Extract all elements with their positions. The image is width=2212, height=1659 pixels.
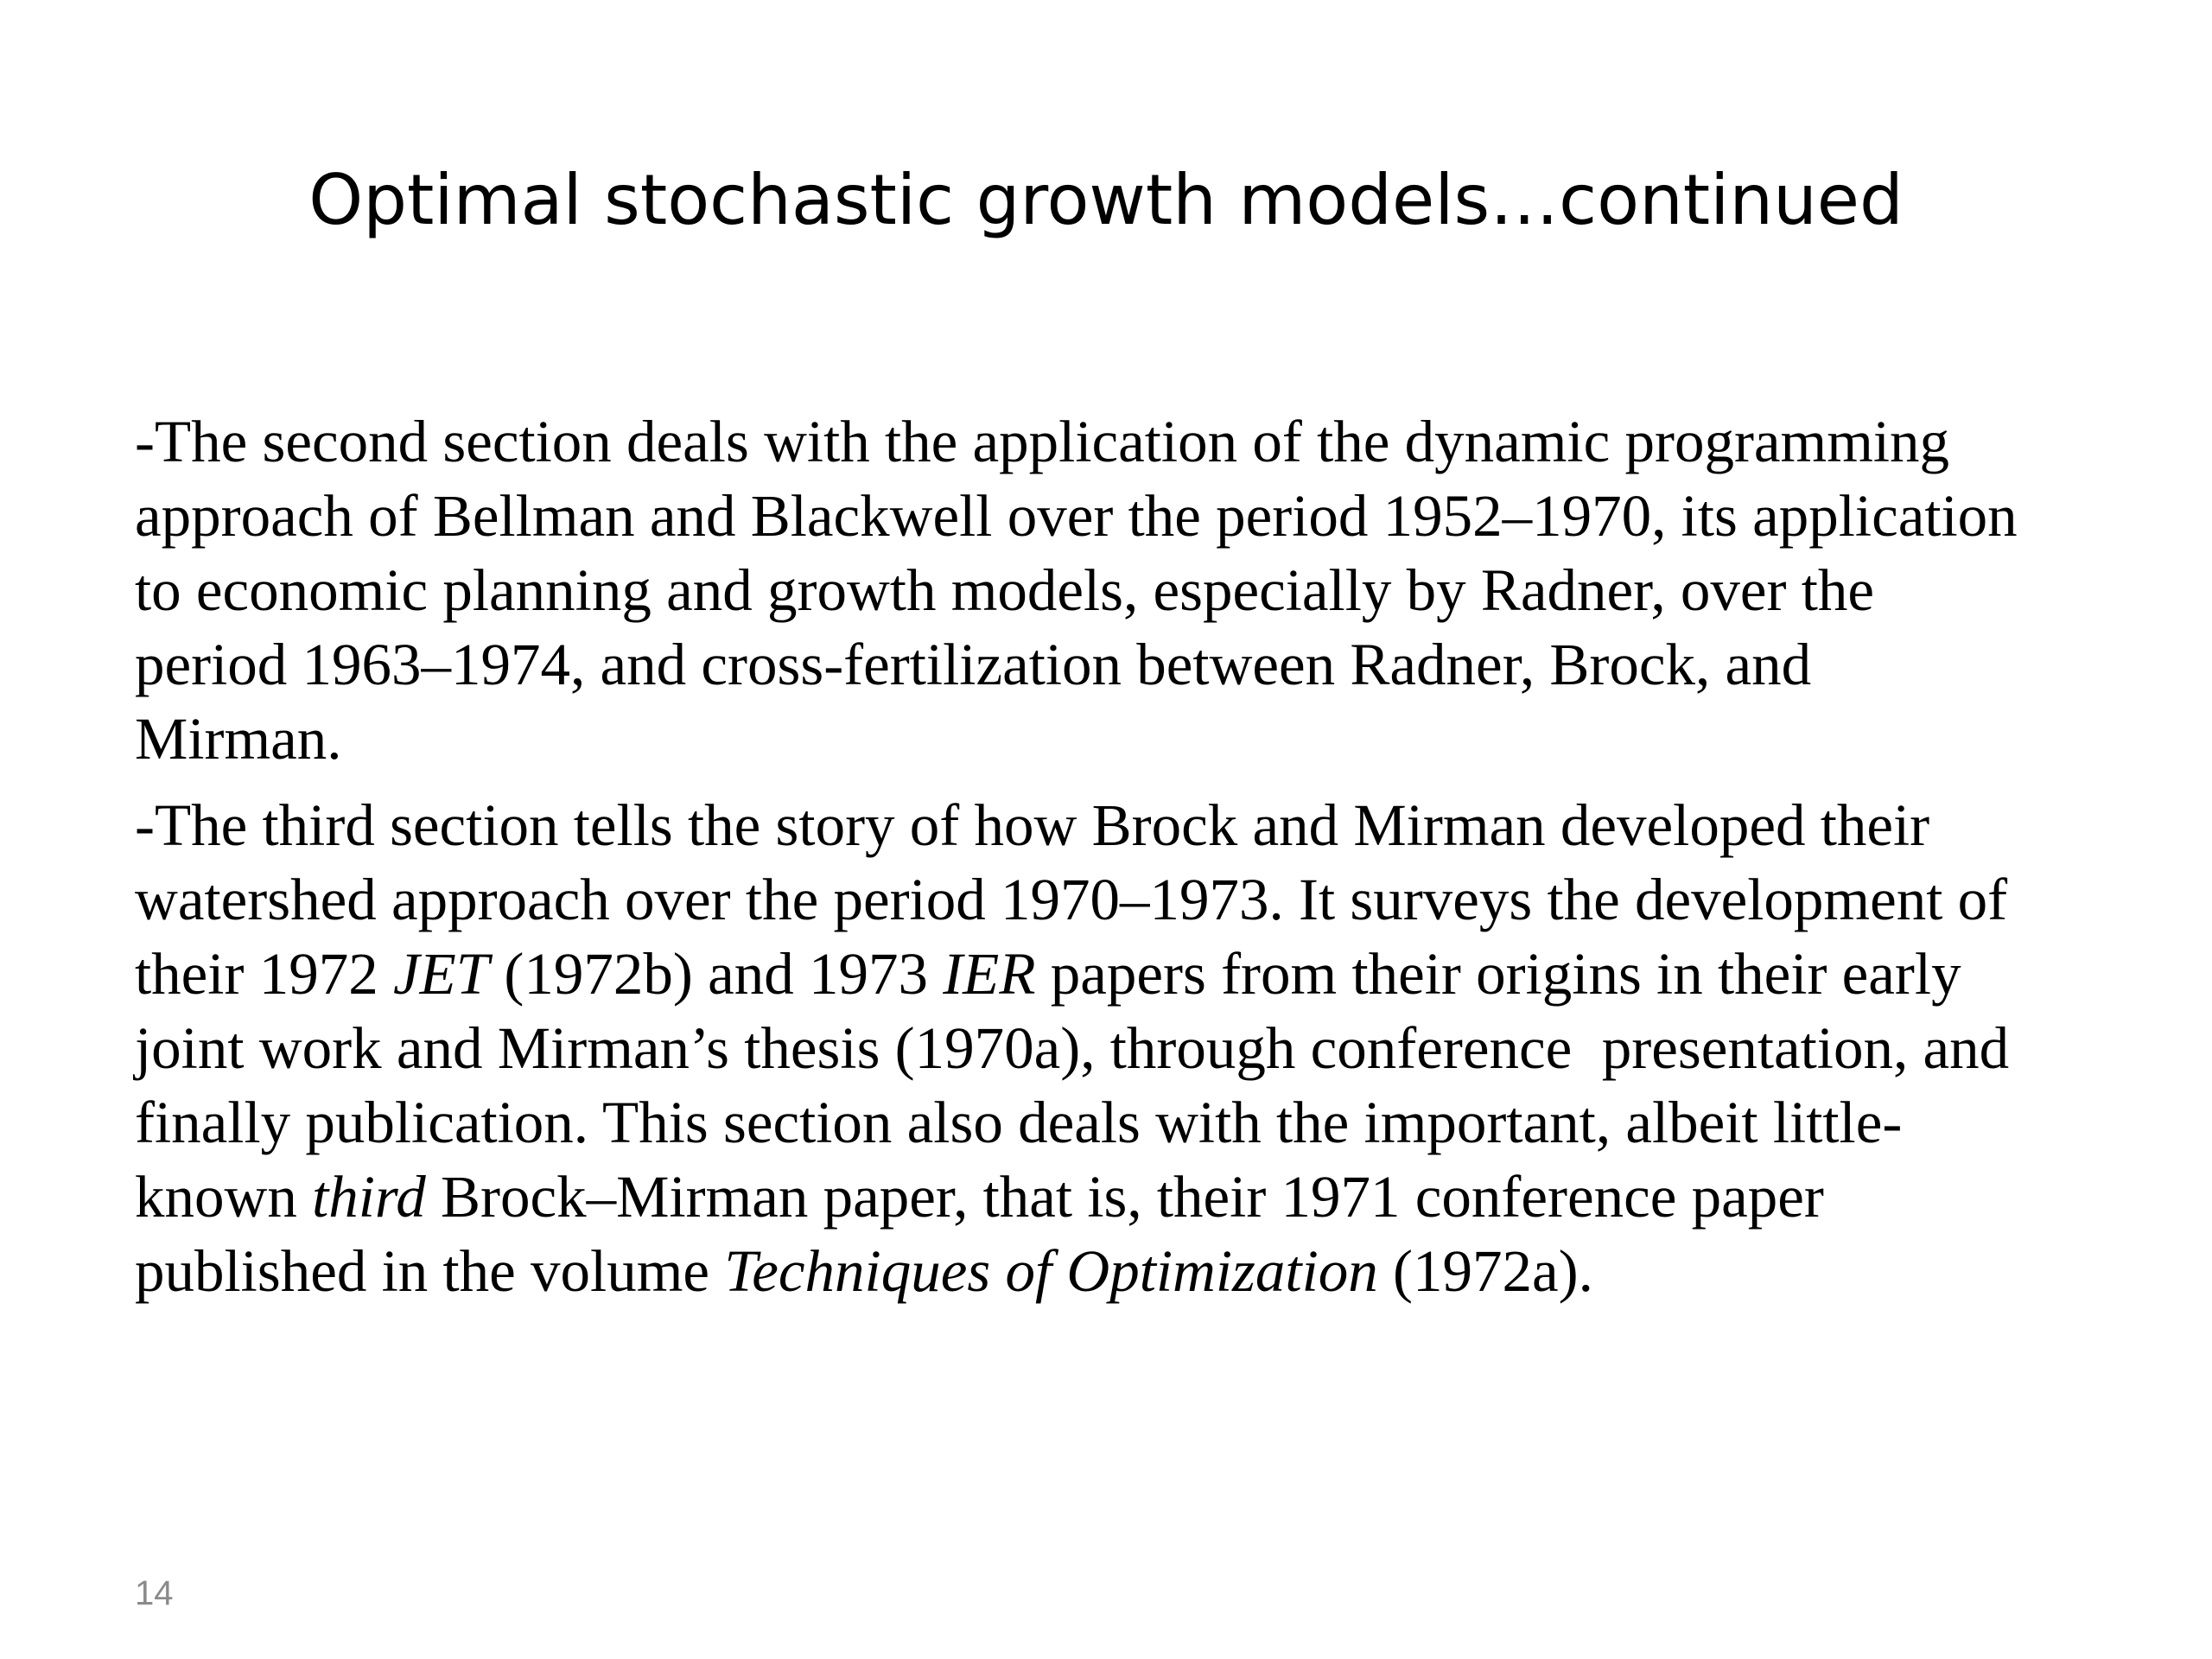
emphasis-third: third	[312, 1164, 426, 1230]
text-line	[135, 937, 2122, 1011]
text-run: papers from their origins in their early	[1035, 941, 1961, 1007]
book-title: Techniques of Optimization	[724, 1238, 1378, 1304]
text-line: period 1963–1974, and cross-fertilization between Radner, Brock, and	[135, 632, 1812, 697]
text-line: to economic planning and growth models, especially by Radner, over the	[135, 557, 1875, 623]
text-line	[135, 1234, 2122, 1308]
text-run: known	[135, 1164, 313, 1230]
text-line: joint work and Mirman’s thesis (1970a), through conference presentation, and	[135, 1015, 2010, 1081]
text-run: (1972b) and 1973	[489, 941, 944, 1007]
text-line: -The second section deals with the application of the dynamic programming	[135, 409, 1950, 474]
text-run: their 1972	[135, 941, 393, 1007]
text-line: approach of Bellman and Blackwell over the period 1952–1970, its application	[135, 483, 2018, 549]
text-line: watershed approach over the period 1970–1973. It surveys the development of	[135, 867, 2008, 932]
slide-title: Optimal stochastic growth models…continued	[308, 160, 1904, 240]
text-line: -The third section tells the story of how Brock and Mirman developed their	[135, 792, 1930, 858]
slide-body	[135, 404, 2122, 1320]
text-line: Mirman.	[135, 706, 342, 772]
text-run: (1972a).	[1377, 1238, 1593, 1304]
journal-jet: JET	[392, 941, 490, 1007]
text-line: finally publication. This section also deals with the important, albeit little-	[135, 1090, 1903, 1155]
page-number: 14	[135, 1574, 174, 1612]
paragraph-second-section	[135, 404, 2122, 776]
text-run: published in the volume	[135, 1238, 725, 1304]
text-line	[135, 1160, 2122, 1234]
paragraph-third-section	[135, 788, 2122, 1308]
text-run: Brock–Mirman paper, that is, their 1971 conference paper	[425, 1164, 1824, 1230]
journal-ier: IER	[943, 941, 1036, 1007]
